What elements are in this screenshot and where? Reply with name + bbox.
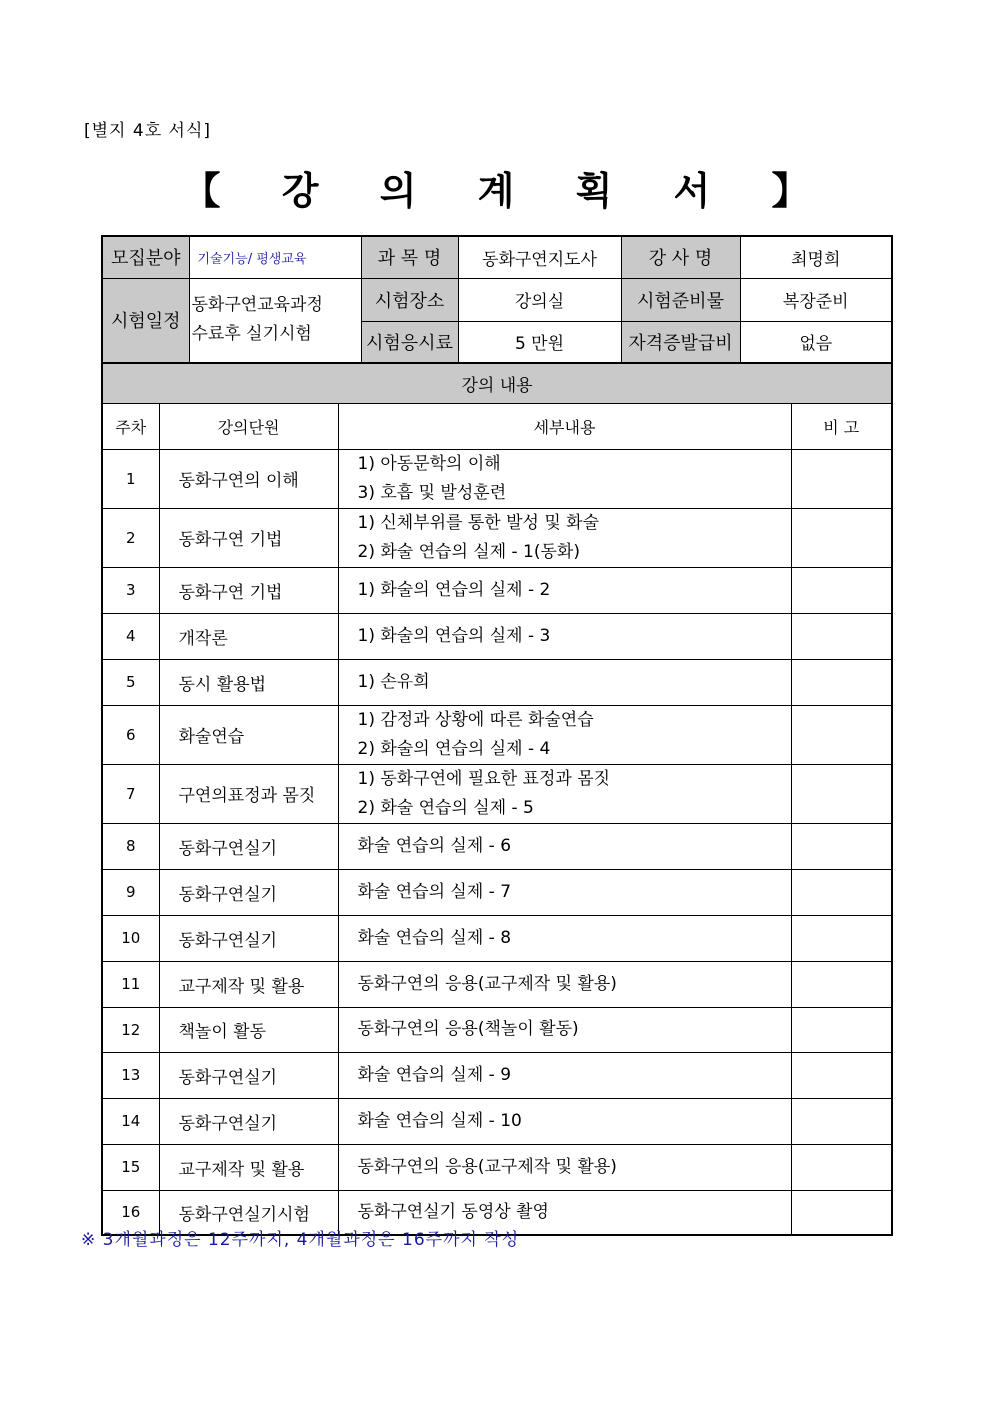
table-row — [102, 1007, 892, 1052]
week-cell: 7 — [102, 764, 159, 823]
recruit-label: 모집분야 — [102, 236, 189, 278]
detail-line: 화술 연습의 실제 - 8 — [357, 927, 512, 948]
detail-line: 1) 화술의 연습의 실제 - 3 — [357, 625, 551, 646]
week-cell: 2 — [102, 508, 159, 567]
unit-cell: 화술연습 — [159, 705, 338, 764]
unit-cell: 동화구연실기시험 — [159, 1190, 338, 1235]
unit-cell: 구연의표정과 몸짓 — [159, 764, 338, 823]
exam-schedule-label: 시험일정 — [102, 278, 189, 363]
unit-cell: 교구제작 및 활용 — [159, 961, 338, 1007]
detail-line: 동화구연의 응용(책놀이 활동) — [357, 1019, 579, 1039]
detail-line: 2) 화술 연습의 실제 - 1(동화) — [357, 541, 580, 562]
detail-line: 화술 연습의 실제 - 9 — [357, 1064, 512, 1085]
note-cell — [791, 449, 892, 508]
document-title: 【 강 의 계 획 서 】 — [182, 169, 834, 213]
note-cell — [791, 1007, 892, 1052]
table-row — [102, 1144, 892, 1190]
week-cell: 14 — [102, 1098, 159, 1144]
detail-line: 화술 연습의 실제 - 7 — [357, 881, 512, 902]
detail-line: 화술 연습의 실제 - 6 — [357, 835, 512, 856]
plan-rows — [102, 449, 892, 1235]
detail-cell — [338, 1007, 791, 1052]
table-row — [102, 508, 892, 567]
cert-fee-value: 없음 — [740, 321, 892, 363]
detail-cell — [338, 961, 791, 1007]
cert-fee-label: 자격증발급비 — [621, 321, 740, 363]
exam-fee-label: 시험응시료 — [361, 321, 458, 363]
table-row — [102, 915, 892, 961]
note-cell — [791, 1190, 892, 1235]
note-cell — [791, 764, 892, 823]
detail-cell — [338, 1098, 791, 1144]
note-cell — [791, 1144, 892, 1190]
exam-schedule-value — [189, 278, 361, 363]
week-cell: 10 — [102, 915, 159, 961]
note-cell — [791, 508, 892, 567]
week-cell: 6 — [102, 705, 159, 764]
week-cell: 5 — [102, 659, 159, 705]
unit-cell: 동화구연실기 — [159, 915, 338, 961]
week-cell: 15 — [102, 1144, 159, 1190]
info-table — [101, 235, 893, 364]
detail-line: 1) 감정과 상황에 따른 화술연습 — [357, 709, 594, 730]
detail-cell — [338, 567, 791, 613]
form-number: [별지 4호 서식] — [84, 121, 211, 141]
table-row — [102, 1052, 892, 1098]
note-cell — [791, 659, 892, 705]
table-row — [102, 449, 892, 508]
detail-line: 2) 화술의 연습의 실제 - 4 — [357, 738, 551, 759]
unit-cell: 동화구연 기법 — [159, 567, 338, 613]
detail-line: 화술 연습의 실제 - 10 — [357, 1110, 522, 1131]
detail-cell — [338, 823, 791, 869]
note-cell — [791, 613, 892, 659]
subject-label: 과 목 명 — [361, 236, 458, 278]
week-cell: 12 — [102, 1007, 159, 1052]
detail-cell — [338, 613, 791, 659]
week-cell: 1 — [102, 449, 159, 508]
detail-line: 1) 신체부위를 통한 발성 및 화술 — [357, 512, 600, 533]
week-cell: 11 — [102, 961, 159, 1007]
note-cell — [791, 1098, 892, 1144]
detail-cell — [338, 1144, 791, 1190]
header-note: 비 고 — [791, 403, 892, 449]
unit-cell: 동화구연실기 — [159, 1052, 338, 1098]
header-unit: 강의단원 — [159, 403, 338, 449]
footnote: ※ 3개월과정은 12주까지, 4개월과정은 16주까지 작성 — [81, 1230, 520, 1250]
week-cell: 13 — [102, 1052, 159, 1098]
detail-cell — [338, 869, 791, 915]
table-row — [102, 1098, 892, 1144]
note-cell — [791, 869, 892, 915]
detail-cell — [338, 659, 791, 705]
unit-cell: 동화구연실기 — [159, 1098, 338, 1144]
table-row — [102, 764, 892, 823]
note-cell — [791, 1052, 892, 1098]
detail-cell — [338, 915, 791, 961]
detail-cell — [338, 1052, 791, 1098]
week-cell: 3 — [102, 567, 159, 613]
detail-cell — [338, 764, 791, 823]
detail-cell — [338, 705, 791, 764]
header-detail: 세부내용 — [338, 403, 791, 449]
unit-cell: 동화구연 기법 — [159, 508, 338, 567]
table-row — [102, 869, 892, 915]
unit-cell: 동화구연실기 — [159, 869, 338, 915]
table-row — [102, 705, 892, 764]
instructor-value: 최명희 — [740, 236, 892, 278]
detail-line: 동화구연의 응용(교구제작 및 활용) — [357, 973, 617, 994]
unit-cell: 동화구연의 이해 — [159, 449, 338, 508]
detail-line: 2) 화술 연습의 실제 - 5 — [357, 797, 534, 818]
instructor-label: 강 사 명 — [621, 236, 740, 278]
header-week: 주차 — [102, 403, 159, 449]
detail-line: 동화구연의 응용(교구제작 및 활용) — [357, 1156, 617, 1177]
detail-cell — [338, 449, 791, 508]
detail-line: 1) 동화구연에 필요한 표정과 몸짓 — [357, 768, 611, 789]
unit-cell: 교구제작 및 활용 — [159, 1144, 338, 1190]
exam-fee-value: 5 만원 — [458, 321, 621, 363]
section-title: 강의 내용 — [102, 363, 892, 403]
detail-cell — [338, 508, 791, 567]
detail-line: 1) 아동문학의 이해 — [357, 453, 501, 474]
exam-prep-label: 시험준비물 — [621, 278, 740, 321]
detail-line: 1) 손유희 — [357, 671, 430, 692]
week-cell: 9 — [102, 869, 159, 915]
detail-line: 1) 화술의 연습의 실제 - 2 — [357, 579, 551, 600]
note-cell — [791, 915, 892, 961]
note-cell — [791, 705, 892, 764]
week-cell: 4 — [102, 613, 159, 659]
unit-cell: 책놀이 활동 — [159, 1007, 338, 1052]
note-cell — [791, 567, 892, 613]
lecture-plan-table — [101, 362, 893, 1236]
table-row — [102, 659, 892, 705]
note-cell — [791, 961, 892, 1007]
unit-cell: 동시 활용법 — [159, 659, 338, 705]
exam-place-label: 시험장소 — [361, 278, 458, 321]
unit-cell: 개작론 — [159, 613, 338, 659]
table-row — [102, 961, 892, 1007]
recruit-value: 기술기능/ 평생교육 — [189, 236, 361, 278]
exam-prep-value: 복장준비 — [740, 278, 892, 321]
week-cell: 8 — [102, 823, 159, 869]
week-cell: 16 — [102, 1190, 159, 1235]
table-row — [102, 613, 892, 659]
exam-schedule-line1: 동화구연교육과정 — [191, 295, 323, 316]
exam-place-value: 강의실 — [458, 278, 621, 321]
unit-cell: 동화구연실기 — [159, 823, 338, 869]
detail-line: 동화구연실기 동영상 촬영 — [357, 1201, 549, 1222]
detail-line: 3) 호흡 및 발성훈련 — [357, 482, 507, 503]
exam-schedule-line2: 수료후 실기시험 — [191, 324, 312, 345]
table-row — [102, 567, 892, 613]
note-cell — [791, 823, 892, 869]
table-row — [102, 823, 892, 869]
subject-value: 동화구연지도사 — [458, 236, 621, 278]
